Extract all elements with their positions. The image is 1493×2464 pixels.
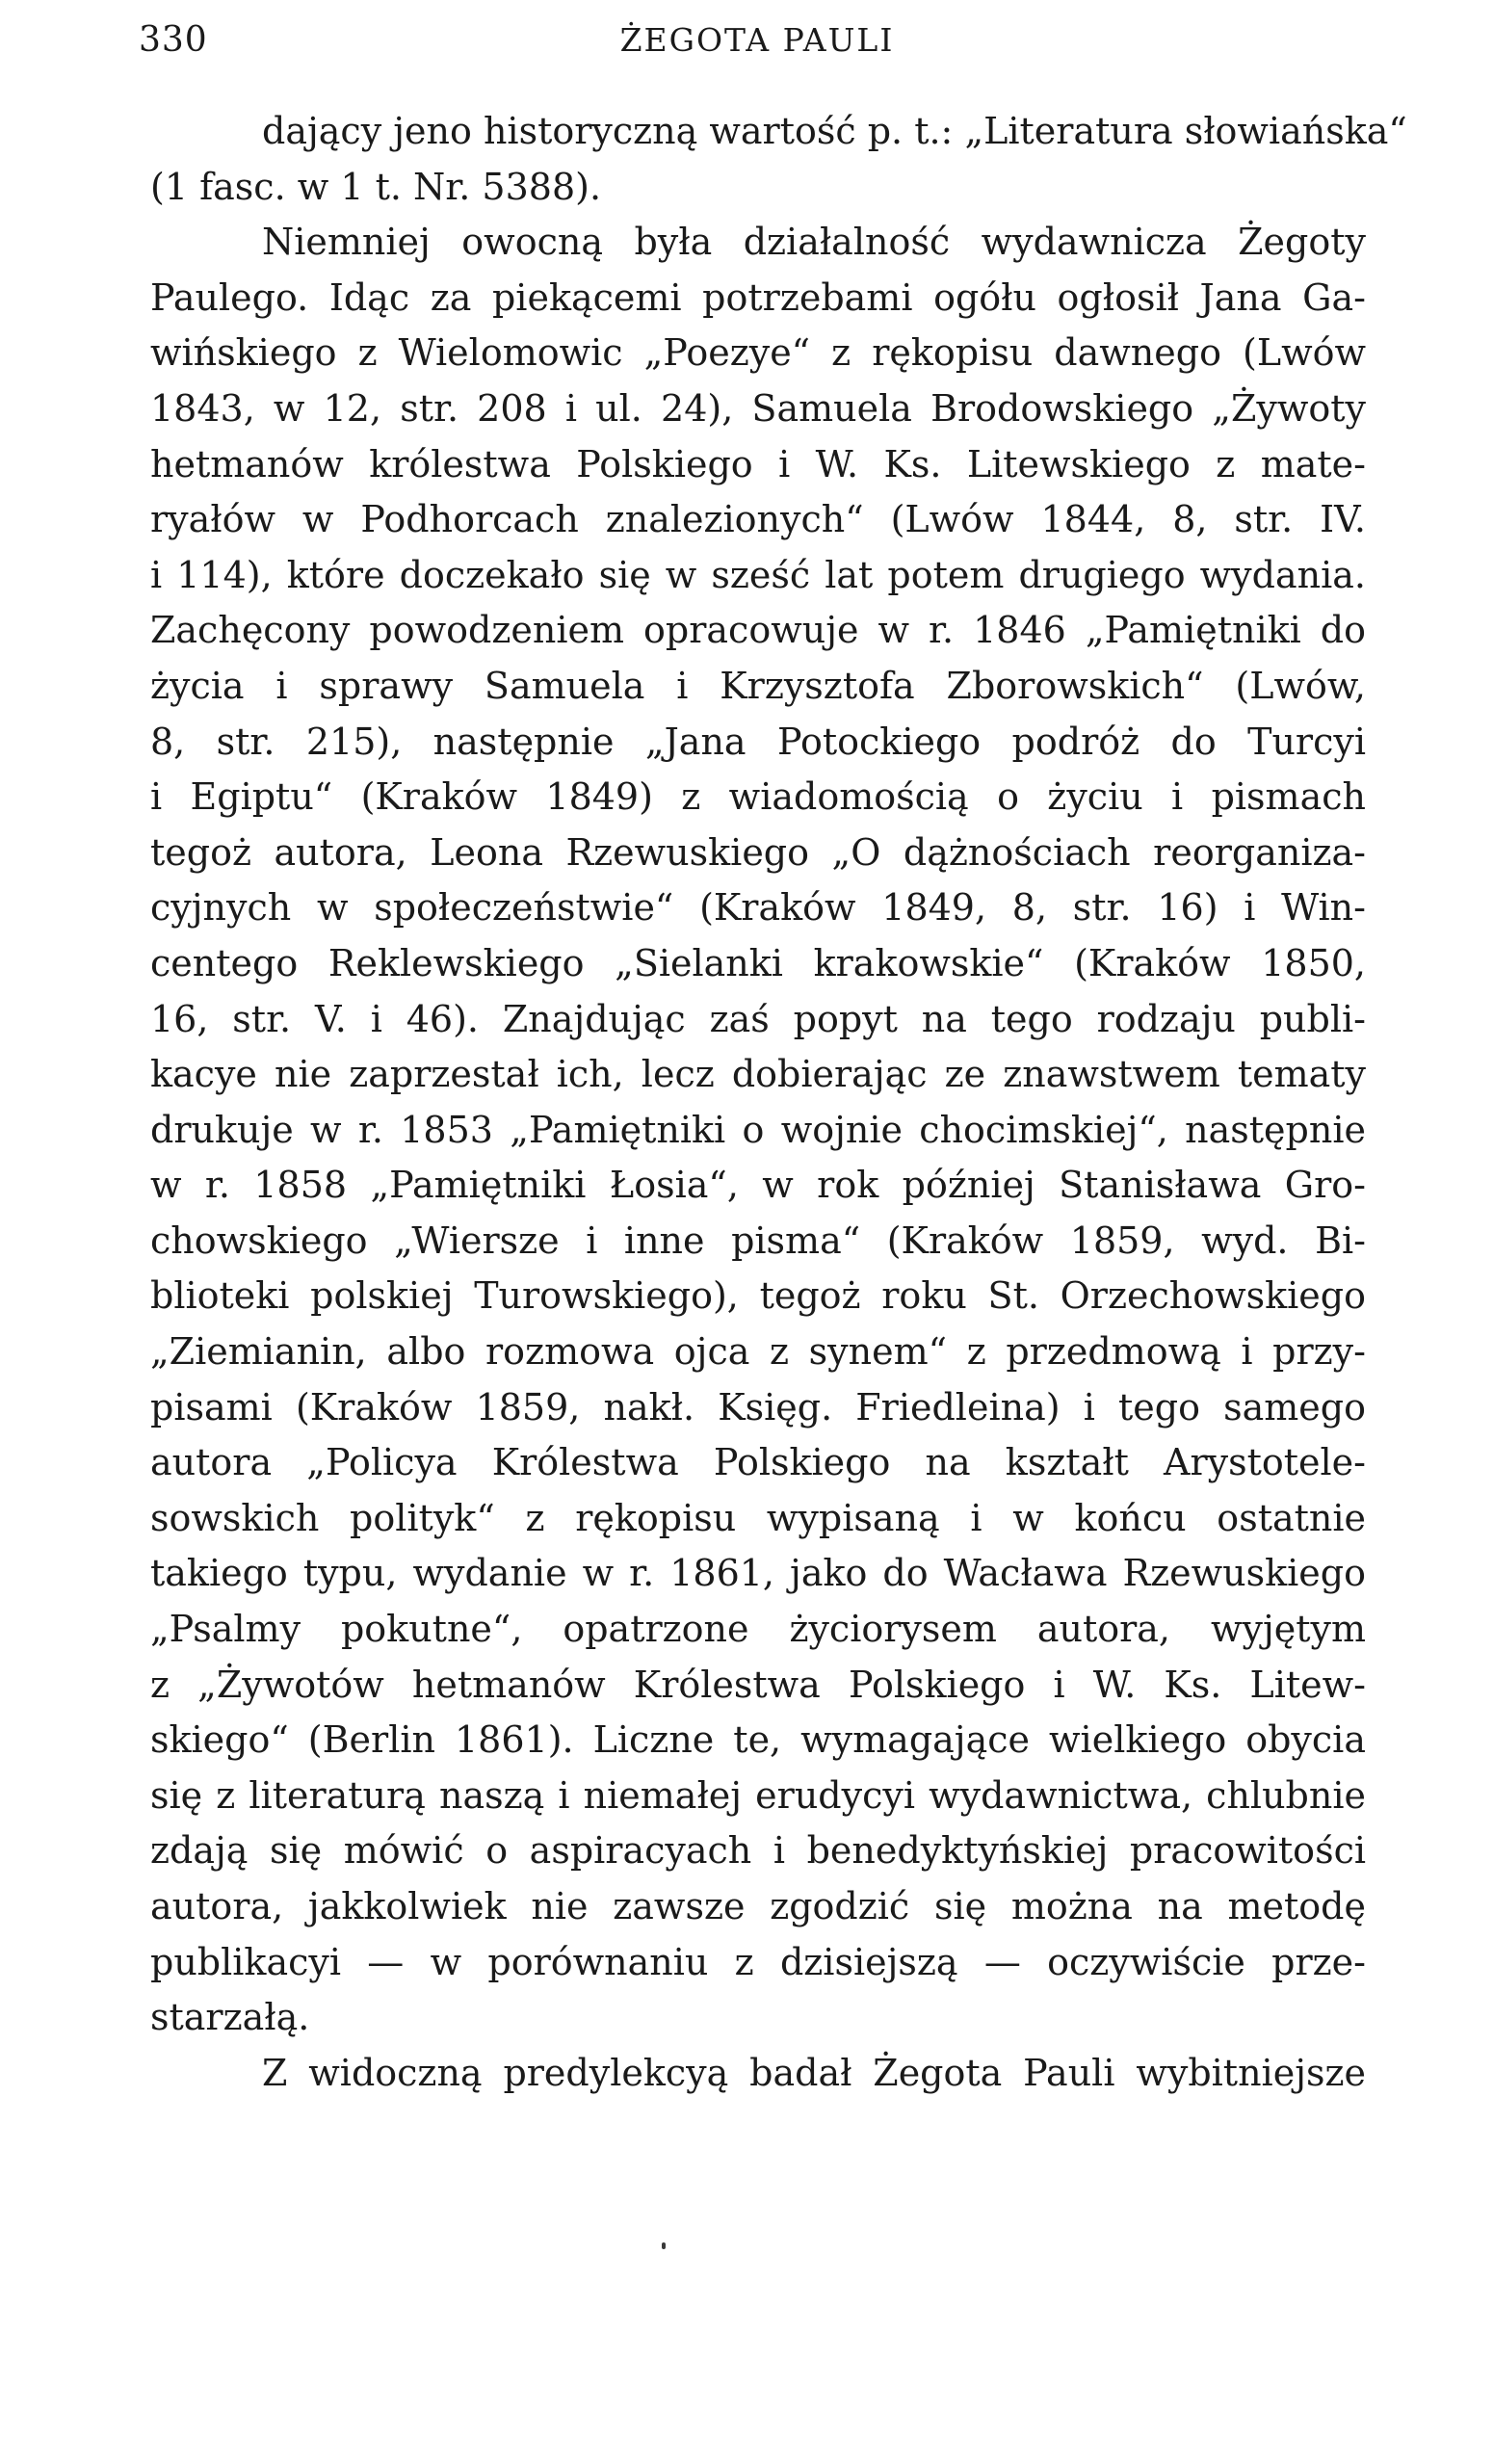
text-line: chowskiego „Wiersze i inne pisma“ (Kraków 1859, wyd. Bi- [150,1219,1366,1262]
text-line: kacye nie zaprzestał ich, lecz dobierając ze znawstwem tematy [150,1053,1366,1096]
text-line: Zachęcony powodzeniem opracowuje w r. 1846 „Pamiętniki do [150,609,1366,652]
text-line: 16, str. V. i 46). Znajdując zaś popyt na tego rodzaju publi- [150,997,1366,1040]
body-text [150,104,1407,2101]
text-line: w r. 1858 „Pamiętniki Łosia“, w rok później Stanisława Gro- [150,1164,1366,1207]
page-number: 330 [139,20,208,60]
text-line: centego Reklewskiego „Sielanki krakowskie“ (Kraków 1850, [150,941,1366,984]
text-line: zdają się mówić o aspiracyach i benedyktyńskiej pracowitości [150,1829,1366,1873]
text-line: 1843, w 12, str. 208 i ul. 24), Samuela Brodowskiego „Żywoty [150,386,1366,430]
text-line: sowskich polityk“ z rękopisu wypisaną i w końcu ostatnie [150,1496,1366,1539]
text-line: starzałą. [150,1996,310,2039]
text-line: autora, jakkolwiek nie zawsze zgodzić się można na metodę [150,1885,1366,1927]
text-line: tegoż autora, Leona Rzewuskiego „O dążnościach reorganiza- [150,830,1366,874]
text-line: Paulego. Idąc za piekącemi potrzebami ogółu ogłosił Jana Ga- [150,275,1366,319]
text-line: cyjnych w społeczeństwie“ (Kraków 1849, 8, str. 16) i Win- [150,886,1366,930]
text-line: Z widoczną predylekcyą badał Żegota Pauli wybitniejsze [262,2051,1366,2094]
text-line: hetmanów królestwa Polskiego i W. Ks. Litewskiego z mate- [150,442,1366,485]
text-line: blioteki polskiej Turowskiego), tegoż roku St. Orzechowskiego [150,1274,1366,1318]
text-line: drukuje w r. 1853 „Pamiętniki o wojnie chocimskiej“, następnie [150,1108,1366,1151]
running-head: ŻEGOTA PAULI [619,21,895,59]
text-line: i Egiptu“ (Kraków 1849) z wiadomością o życiu i pismach [150,775,1366,819]
text-line: autora „Policya Królestwa Polskiego na kształt Arystotele- [150,1441,1366,1484]
text-line: (1 fasc. w 1 t. Nr. 5388). [150,165,602,208]
text-line: życia i sprawy Samuela i Krzysztofa Zborowskich“ (Lwów, [150,664,1366,707]
text-line: takiego typu, wydanie w r. 1861, jako do Wacława Rzewuskiego [150,1552,1366,1595]
text-line: i 114), które doczekało się w sześć lat potem drugiego wydania. [150,553,1366,596]
text-line: się z literaturą naszą i niemałej erudycyi wydawnictwa, chlubnie [150,1773,1366,1817]
text-line: skiego“ (Berlin 1861). Liczne te, wymagające wielkiego obycia [150,1718,1366,1762]
text-line: publikacyi — w porównaniu z dzisiejszą — oczywiście prze- [150,1940,1366,1983]
text-line: Niemniej owocną była działalność wydawnicza Żegoty [262,221,1366,264]
text-line: z „Żywotów hetmanów Królestwa Polskiego i W. Ks. Litew- [150,1663,1366,1706]
page-header [139,12,1375,69]
text-line: „Psalmy pokutne“, opatrzone życiorysem autora, wyjętym [150,1608,1366,1651]
text-line: ryałów w Podhorcach znalezionych“ (Lwów 1844, 8, str. IV. [150,498,1366,541]
text-line: „Ziemianin, albo rozmowa ojca z synem“ z przedmową i przy- [150,1330,1366,1374]
text-line: pisami (Kraków 1859, nakł. Księg. Friedleina) i tego samego [150,1385,1366,1429]
text-line: dający jeno historyczną wartość p. t.: „Literatura słowiańska“ [262,110,1407,152]
ink-speck [662,2242,666,2249]
text-line: wińskiego z Wielomowic „Poezye“ z rękopisu dawnego (Lwów [150,331,1366,375]
text-line: 8, str. 215), następnie „Jana Potockiego podróż do Turcyi [150,720,1366,763]
